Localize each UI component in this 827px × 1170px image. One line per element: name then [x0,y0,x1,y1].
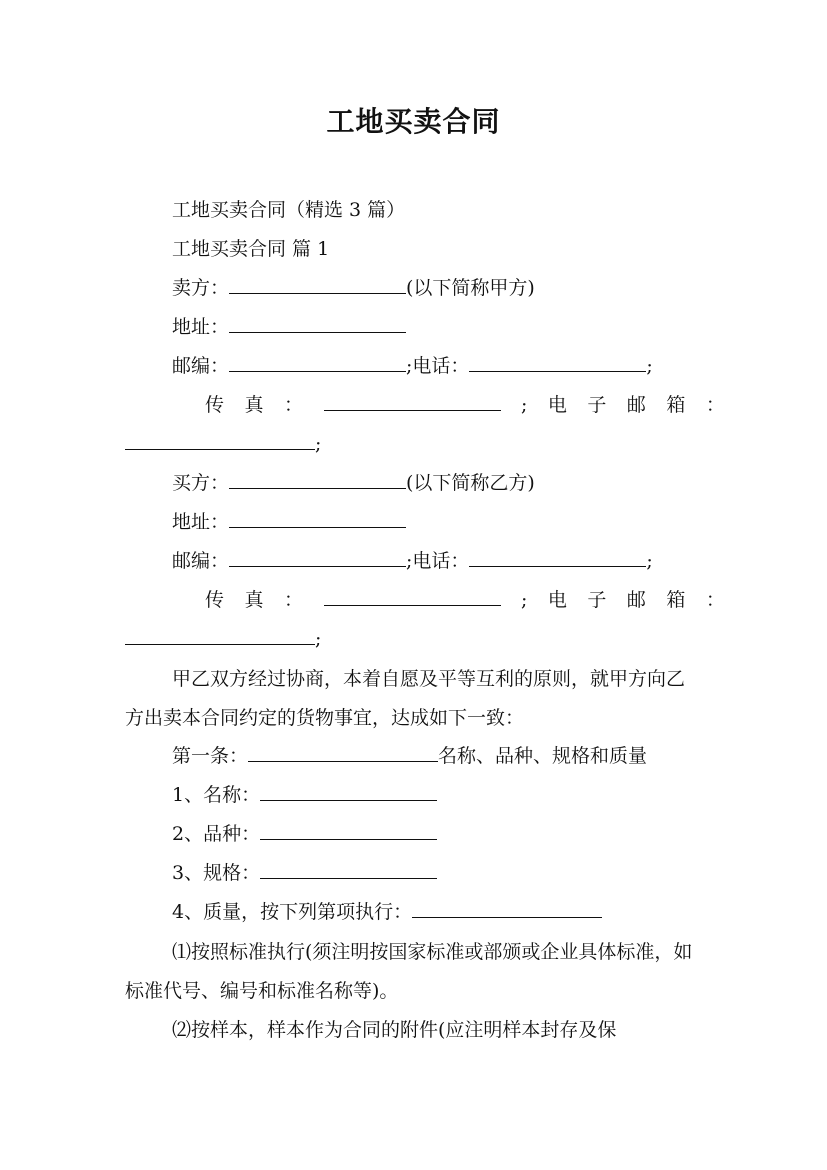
buyer-email-line [125,625,321,653]
buyer-fax-blank[interactable] [324,586,501,606]
fax-char: 传 [205,589,225,611]
option1-paragraph: ⑴按照标准执行(须注明按国家标准或部颁或企业具体标准，如标准代号、编号和标准名称等)。 [125,941,693,1002]
article1-label: 第一条： [172,745,249,767]
fax-char: 传 [205,394,225,416]
seller-address-blank[interactable] [229,313,406,333]
email-char: 电 [547,589,567,611]
buyer-postcode-label: 邮编： [172,550,230,572]
item-variety-line [172,820,437,848]
article1-blank[interactable] [248,742,438,762]
part-heading: 工地买卖合同 篇 1 [172,238,330,260]
seller-postcode-label: 邮编： [172,355,230,377]
email-char: 电 [547,394,567,416]
buyer-fax-line [205,586,725,614]
seller-email-end: ; [315,433,322,455]
seller-postcode-line [172,352,653,380]
buyer-postcode-blank[interactable] [229,547,406,567]
buyer-address-blank[interactable] [229,508,406,528]
seller-address-line [172,313,406,341]
seller-line [172,274,535,302]
article1-line [172,742,647,770]
seller-fax-line [205,391,725,419]
buyer-address-line [172,508,406,536]
seller-name-blank[interactable] [229,274,406,294]
buyer-label: 买方： [172,472,230,494]
seller-address-label: 地址： [172,316,230,338]
option2-paragraph: ⑵按样本，样本作为合同的附件(应注明样本封存及保 [172,1019,617,1041]
item-quality-blank[interactable] [412,898,602,918]
buyer-name-blank[interactable] [229,469,406,489]
seller-phone-end: ; [646,355,653,377]
document-title: 工地买卖合同 [326,105,501,138]
seller-suffix: (以下简称甲方) [406,277,535,299]
seller-postcode-blank[interactable] [229,352,406,372]
item-name-line [172,781,437,809]
email-char: ： [705,394,725,416]
article1-suffix: 名称、品种、规格和质量 [438,745,648,767]
buyer-address-label: 地址： [172,511,230,533]
item-quality-line [172,898,602,926]
fax-char: ; [520,394,528,416]
item-name-blank[interactable] [260,781,437,801]
document-subtitle: 工地买卖合同（精选 3 篇） [172,199,406,221]
item-spec-blank[interactable] [260,859,437,879]
fax-char: ： [284,394,304,416]
item-label: 3、规格： [172,862,261,884]
email-char: ： [705,589,725,611]
seller-phone-blank[interactable] [469,352,646,372]
seller-email-line [125,430,321,458]
fax-char: 真 [244,394,264,416]
item-label: 1、名称： [172,784,261,806]
item-variety-blank[interactable] [260,820,437,840]
buyer-postcode-line [172,547,653,575]
email-char: 子 [587,394,607,416]
email-char: 邮 [626,589,646,611]
seller-label: 卖方： [172,277,230,299]
item-label: 2、品种： [172,823,261,845]
email-char: 箱 [666,394,686,416]
email-char: 箱 [666,589,686,611]
intro-paragraph: 甲乙双方经过协商，本着自愿及平等互利的原则，就甲方向乙方出卖本合同约定的货物事宜，达成如下一致： [125,668,686,729]
fax-char: ： [284,589,304,611]
seller-fax-blank[interactable] [324,391,501,411]
fax-char: 真 [244,589,264,611]
seller-email-blank[interactable] [125,430,315,450]
buyer-email-end: ; [315,628,322,650]
buyer-line [172,469,535,497]
buyer-email-blank[interactable] [125,625,315,645]
buyer-phone-blank[interactable] [469,547,646,567]
email-char: 子 [587,589,607,611]
email-char: 邮 [626,394,646,416]
buyer-suffix: (以下简称乙方) [406,472,535,494]
seller-phone-label: ;电话： [406,355,470,377]
item-label: 4、质量，按下列第项执行： [172,901,413,923]
buyer-phone-end: ; [646,550,653,572]
buyer-phone-label: ;电话： [406,550,470,572]
item-spec-line [172,859,437,887]
fax-char: ; [520,589,528,611]
